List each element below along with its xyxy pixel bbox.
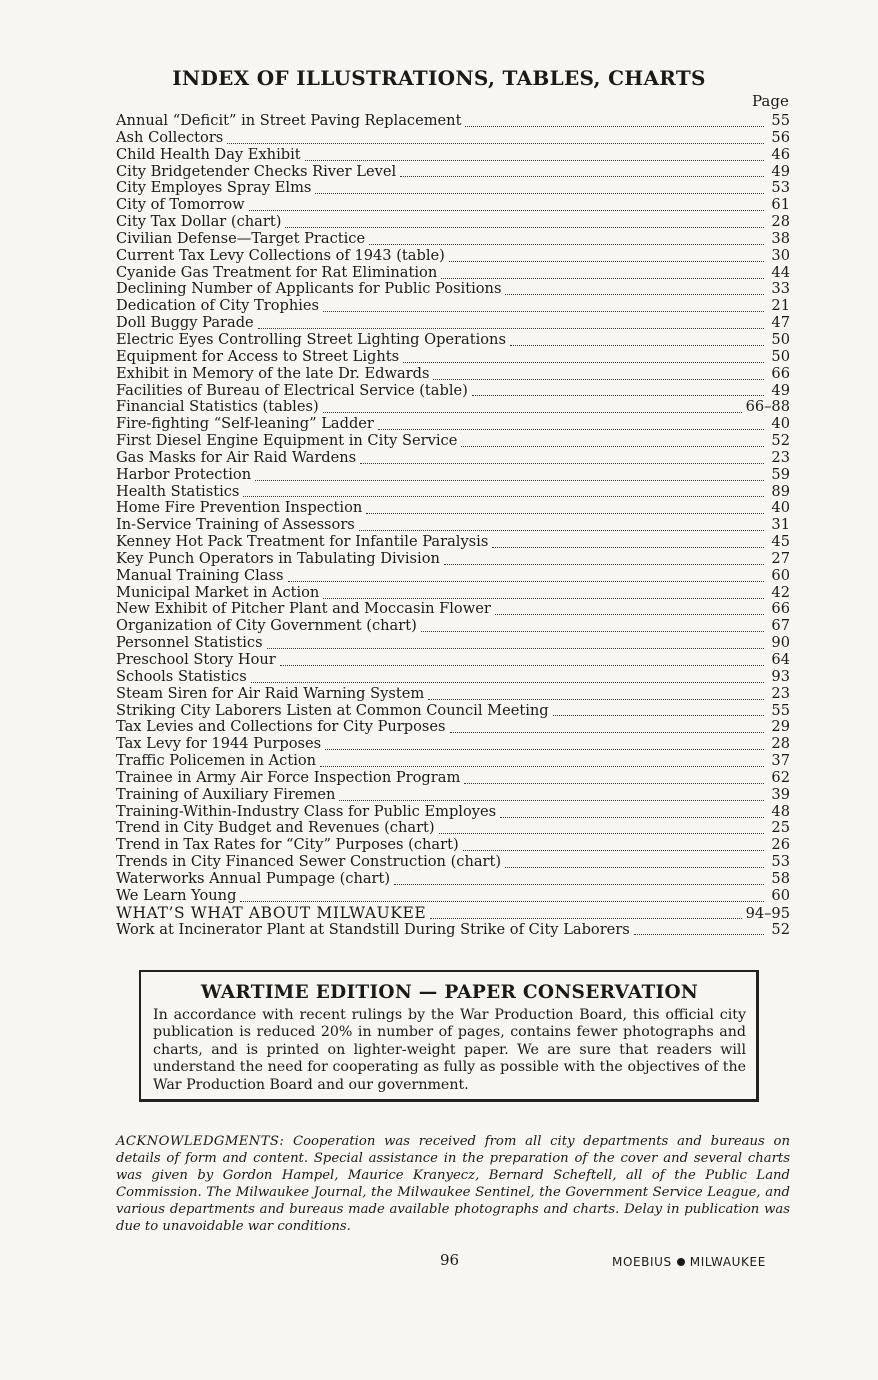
dot-leader	[323, 310, 764, 312]
index-entry	[116, 736, 790, 753]
entry-label: Home Fire Prevention Inspection	[116, 499, 363, 517]
index-entry	[116, 703, 790, 720]
dot-leader	[444, 563, 764, 565]
entry-label: Annual “Deficit” in Street Paving Replacement	[116, 112, 462, 129]
dot-leader	[461, 445, 764, 447]
dot-leader	[495, 613, 764, 615]
entry-label: Health Statistics	[116, 482, 240, 500]
index-entry	[116, 180, 790, 197]
entry-label: Doll Buggy Parade	[116, 314, 254, 332]
index-entry	[116, 787, 790, 804]
dot-leader	[227, 142, 764, 144]
entry-page: 67	[771, 617, 790, 635]
dot-leader	[251, 681, 764, 683]
index-title: INDEX OF ILLUSTRATIONS, TABLES, CHARTS	[172, 66, 706, 90]
dot-leader	[464, 782, 764, 784]
index-entry	[116, 450, 790, 467]
entry-page: 44	[771, 263, 790, 281]
index-entry	[116, 770, 790, 787]
index-entry	[116, 399, 790, 416]
entry-page: 27	[771, 549, 790, 567]
entry-page: 89	[771, 482, 790, 500]
dot-leader	[449, 260, 764, 262]
entry-page: 66	[771, 364, 790, 382]
dot-leader	[510, 344, 764, 346]
index-entry	[116, 669, 790, 686]
index-entry	[116, 820, 790, 837]
dot-leader	[403, 361, 764, 363]
page-column-header: Page	[752, 92, 789, 110]
entry-page: 26	[771, 836, 790, 854]
dot-leader	[325, 748, 764, 750]
entry-label: Fire-fighting “Self-leaning” Ladder	[116, 415, 374, 433]
dot-leader	[369, 243, 764, 245]
entry-label: Tax Levy for 1944 Purposes	[116, 735, 322, 753]
entry-page: 58	[771, 869, 790, 887]
entry-page: 61	[771, 196, 790, 214]
dot-leader	[465, 125, 764, 127]
entry-page: 49	[771, 162, 790, 180]
entry-page: 66–88	[745, 398, 790, 416]
index-entry	[116, 197, 790, 214]
dot-leader	[359, 529, 764, 531]
entry-label: New Exhibit of Pitcher Plant and Moccasin Flower	[116, 600, 491, 618]
index-entry	[116, 551, 790, 568]
index-entry	[116, 383, 790, 400]
dot-leader	[378, 428, 764, 430]
entry-label: Schools Statistics	[116, 667, 247, 685]
index-entry	[116, 517, 790, 534]
entry-label: First Diesel Engine Equipment in City Service	[116, 432, 458, 450]
entry-page: 30	[771, 246, 790, 264]
index-entry	[116, 298, 790, 315]
entry-page: 64	[771, 651, 790, 668]
wartime-notice-box	[139, 970, 759, 1102]
dot-leader	[249, 209, 764, 211]
entry-label: Facilities of Bureau of Electrical Service (table)	[116, 381, 468, 399]
index-entry	[116, 837, 790, 854]
printer-name: MOEBIUS	[612, 1255, 672, 1269]
entry-page: 45	[771, 533, 790, 551]
index-entry	[116, 147, 790, 164]
entry-label: Current Tax Levy Collections of 1943 (table)	[116, 246, 445, 264]
dot-leader	[634, 933, 764, 935]
dot-leader	[366, 512, 764, 514]
index-entry	[116, 281, 790, 298]
index-entry	[116, 433, 790, 450]
index-entry	[116, 248, 790, 265]
entry-label: Declining Number of Applicants for Public Positions	[116, 280, 502, 298]
index-entry	[116, 652, 790, 669]
dot-leader	[323, 597, 764, 599]
dot-leader	[339, 799, 764, 801]
entry-page: 90	[771, 634, 790, 652]
entry-label: Organization of City Government (chart)	[116, 617, 417, 635]
entry-page: 50	[771, 330, 790, 348]
entry-page: 50	[771, 347, 790, 365]
index-entry	[116, 905, 790, 922]
entry-page: 46	[771, 145, 790, 163]
entry-label: Traffic Policemen in Action	[116, 752, 317, 770]
dot-leader	[441, 277, 764, 279]
entry-label: City of Tomorrow	[116, 196, 245, 214]
dot-leader	[240, 900, 764, 902]
entry-label: In-Service Training of Assessors	[116, 516, 355, 534]
entry-page: 60	[771, 886, 790, 904]
entry-page: 52	[771, 920, 790, 938]
entry-page: 94–95	[745, 904, 790, 922]
index-entry	[116, 315, 790, 332]
entry-label: Waterworks Annual Pumpage (chart)	[116, 869, 391, 887]
entry-label: Trends in City Financed Sewer Construction (chart)	[116, 853, 502, 871]
acknowledgments-text: Cooperation was received from all city departments and bureaus on details of form and content. Special assistance in the preparation of the cover and several charts was given by Gordon Hampel, Maurice Kranyecz, Bernard Scheftell, all of the Public Land Commission. The Milwaukee Journal, the Milwaukee Sentinel, the Government Service League, and various departments and bureaus made available photographs and charts. Delay in publication was due to unavoidable war conditions.	[116, 1134, 790, 1234]
notice-body: In accordance with recent rulings by the War Production Board, this official city publication is reduced 20% in number of pages, contains fewer photographs and charts, and is printed on lighter-weight paper. We are sure that readers will understand the need for cooperating as fully as possible with the objectives of the War Production Board and our government.	[153, 1007, 746, 1093]
entry-page: 23	[771, 448, 790, 466]
notice-heading: WARTIME EDITION — PAPER CONSERVATION	[200, 982, 699, 1003]
index-entry	[116, 854, 790, 871]
entry-page: 52	[771, 432, 790, 450]
entry-page: 40	[771, 499, 790, 517]
dot-leader	[430, 917, 741, 919]
entry-page: 37	[771, 752, 790, 770]
dot-leader	[320, 765, 764, 767]
dot-leader	[505, 293, 764, 295]
index-entry	[116, 349, 790, 366]
entry-page: 56	[771, 128, 790, 146]
entry-label: Striking City Laborers Listen at Common Council Meeting	[116, 701, 549, 719]
entry-page: 39	[771, 785, 790, 803]
dot-leader	[394, 883, 764, 885]
dot-leader	[258, 327, 764, 329]
index-entry	[116, 467, 790, 484]
index-entry	[116, 635, 790, 652]
entry-page: 60	[771, 566, 790, 584]
entry-label: City Bridgetender Checks River Level	[116, 162, 397, 180]
index-entry	[116, 332, 790, 349]
entry-label: Trend in Tax Rates for “City” Purposes (chart)	[116, 836, 459, 854]
index-entry	[116, 164, 790, 181]
entry-label: Financial Statistics (tables)	[116, 398, 319, 416]
entry-page: 33	[771, 280, 790, 298]
dot-leader	[305, 159, 764, 161]
entry-label: WHAT’S WHAT ABOUT MILWAUKEE	[116, 903, 427, 922]
dot-leader	[505, 866, 764, 868]
entry-label: Kenney Hot Pack Treatment for Infantile Paralysis	[116, 533, 489, 551]
dot-leader	[288, 580, 765, 582]
index-entry	[116, 618, 790, 635]
entry-page: 48	[771, 802, 790, 820]
dot-leader	[400, 175, 764, 177]
index-entry	[116, 366, 790, 383]
index-entry	[116, 265, 790, 282]
index-entry	[116, 113, 790, 130]
index-entry	[116, 130, 790, 147]
entry-page: 53	[771, 853, 790, 871]
index-entry	[116, 534, 790, 551]
entry-label: Trend in City Budget and Revenues (chart)	[116, 819, 435, 837]
dot-leader	[428, 698, 764, 700]
entry-page: 47	[771, 314, 790, 332]
entry-label: Work at Incinerator Plant at Standstill During Strike of City Laborers	[116, 920, 630, 938]
index-entry	[116, 871, 790, 888]
entry-label: Preschool Story Hour	[116, 651, 276, 668]
entry-label: Ash Collectors	[116, 128, 224, 146]
index-entry	[116, 804, 790, 821]
entry-label: City Employes Spray Elms	[116, 179, 312, 197]
entry-page: 23	[771, 684, 790, 702]
entry-page: 28	[771, 735, 790, 753]
dot-leader	[553, 714, 764, 716]
index-entry	[116, 416, 790, 433]
entry-label: Steam Siren for Air Raid Warning System	[116, 684, 425, 702]
index-entry	[116, 568, 790, 585]
entry-label: We Learn Young	[116, 886, 237, 904]
page-number: 96	[440, 1251, 460, 1269]
dot-leader	[243, 495, 764, 497]
dot-leader	[323, 411, 742, 413]
index-entry	[116, 231, 790, 248]
entry-page: 55	[771, 112, 790, 129]
acknowledgments	[116, 1133, 790, 1235]
entry-label: Tax Levies and Collections for City Purposes	[116, 718, 446, 736]
acknowledgments-label: ACKNOWLEDGMENTS:	[116, 1134, 285, 1149]
entry-label: Harbor Protection	[116, 465, 252, 483]
dot-leader	[472, 394, 764, 396]
entry-label: Dedication of City Trophies	[116, 297, 320, 315]
entry-label: City Tax Dollar (chart)	[116, 213, 282, 231]
entry-label: Key Punch Operators in Tabulating Division	[116, 549, 440, 567]
index-entry	[116, 753, 790, 770]
entry-page: 49	[771, 381, 790, 399]
entry-label: Training of Auxiliary Firemen	[116, 785, 336, 803]
dot-leader	[315, 192, 764, 194]
dot-leader	[285, 226, 764, 228]
dot-leader	[360, 462, 764, 464]
dot-leader	[463, 849, 764, 851]
entry-page: 53	[771, 179, 790, 197]
entry-page: 21	[771, 297, 790, 315]
entry-label: Child Health Day Exhibit	[116, 145, 301, 163]
index-entry	[116, 686, 790, 703]
index-entry	[116, 585, 790, 602]
index-entry	[116, 214, 790, 231]
index-entry	[116, 484, 790, 501]
dot-leader	[280, 664, 764, 666]
entry-label: Civilian Defense—Target Practice	[116, 229, 366, 247]
entry-page: 31	[771, 516, 790, 534]
dot-leader	[421, 630, 764, 632]
entry-label: Trainee in Army Air Force Inspection Program	[116, 768, 461, 786]
index-entry	[116, 888, 790, 905]
index-entry	[116, 500, 790, 517]
entry-page: 66	[771, 600, 790, 618]
bullet-icon	[677, 1258, 685, 1266]
dot-leader	[433, 378, 764, 380]
entry-label: Gas Masks for Air Raid Wardens	[116, 448, 357, 466]
dot-leader	[267, 647, 764, 649]
dot-leader	[492, 546, 764, 548]
entry-label: Manual Training Class	[116, 566, 284, 584]
entry-page: 28	[771, 213, 790, 231]
entry-page: 42	[771, 583, 790, 601]
entry-page: 93	[771, 667, 790, 685]
entry-label: Equipment for Access to Street Lights	[116, 347, 400, 365]
entry-page: 40	[771, 415, 790, 433]
entry-page: 38	[771, 229, 790, 247]
entry-label: Exhibit in Memory of the late Dr. Edwards	[116, 364, 430, 382]
entry-label: Cyanide Gas Treatment for Rat Elimination	[116, 263, 438, 281]
entry-label: Municipal Market in Action	[116, 583, 320, 601]
index-entry	[116, 601, 790, 618]
printer-city: MILWAUKEE	[689, 1255, 766, 1269]
entry-label: Electric Eyes Controlling Street Lighting Operations	[116, 330, 506, 348]
index-entry	[116, 719, 790, 736]
dot-leader	[439, 832, 764, 834]
entry-page: 25	[771, 819, 790, 837]
dot-leader	[255, 479, 764, 481]
printer-imprint	[612, 1255, 766, 1269]
index-list	[116, 113, 790, 938]
index-entry	[116, 922, 790, 939]
dot-leader	[500, 816, 764, 818]
entry-page: 29	[771, 718, 790, 736]
dot-leader	[450, 731, 764, 733]
entry-label: Personnel Statistics	[116, 634, 263, 652]
entry-label: Training-Within-Industry Class for Public Employes	[116, 802, 497, 820]
entry-page: 62	[771, 768, 790, 786]
entry-page: 59	[771, 465, 790, 483]
entry-page: 55	[771, 701, 790, 719]
